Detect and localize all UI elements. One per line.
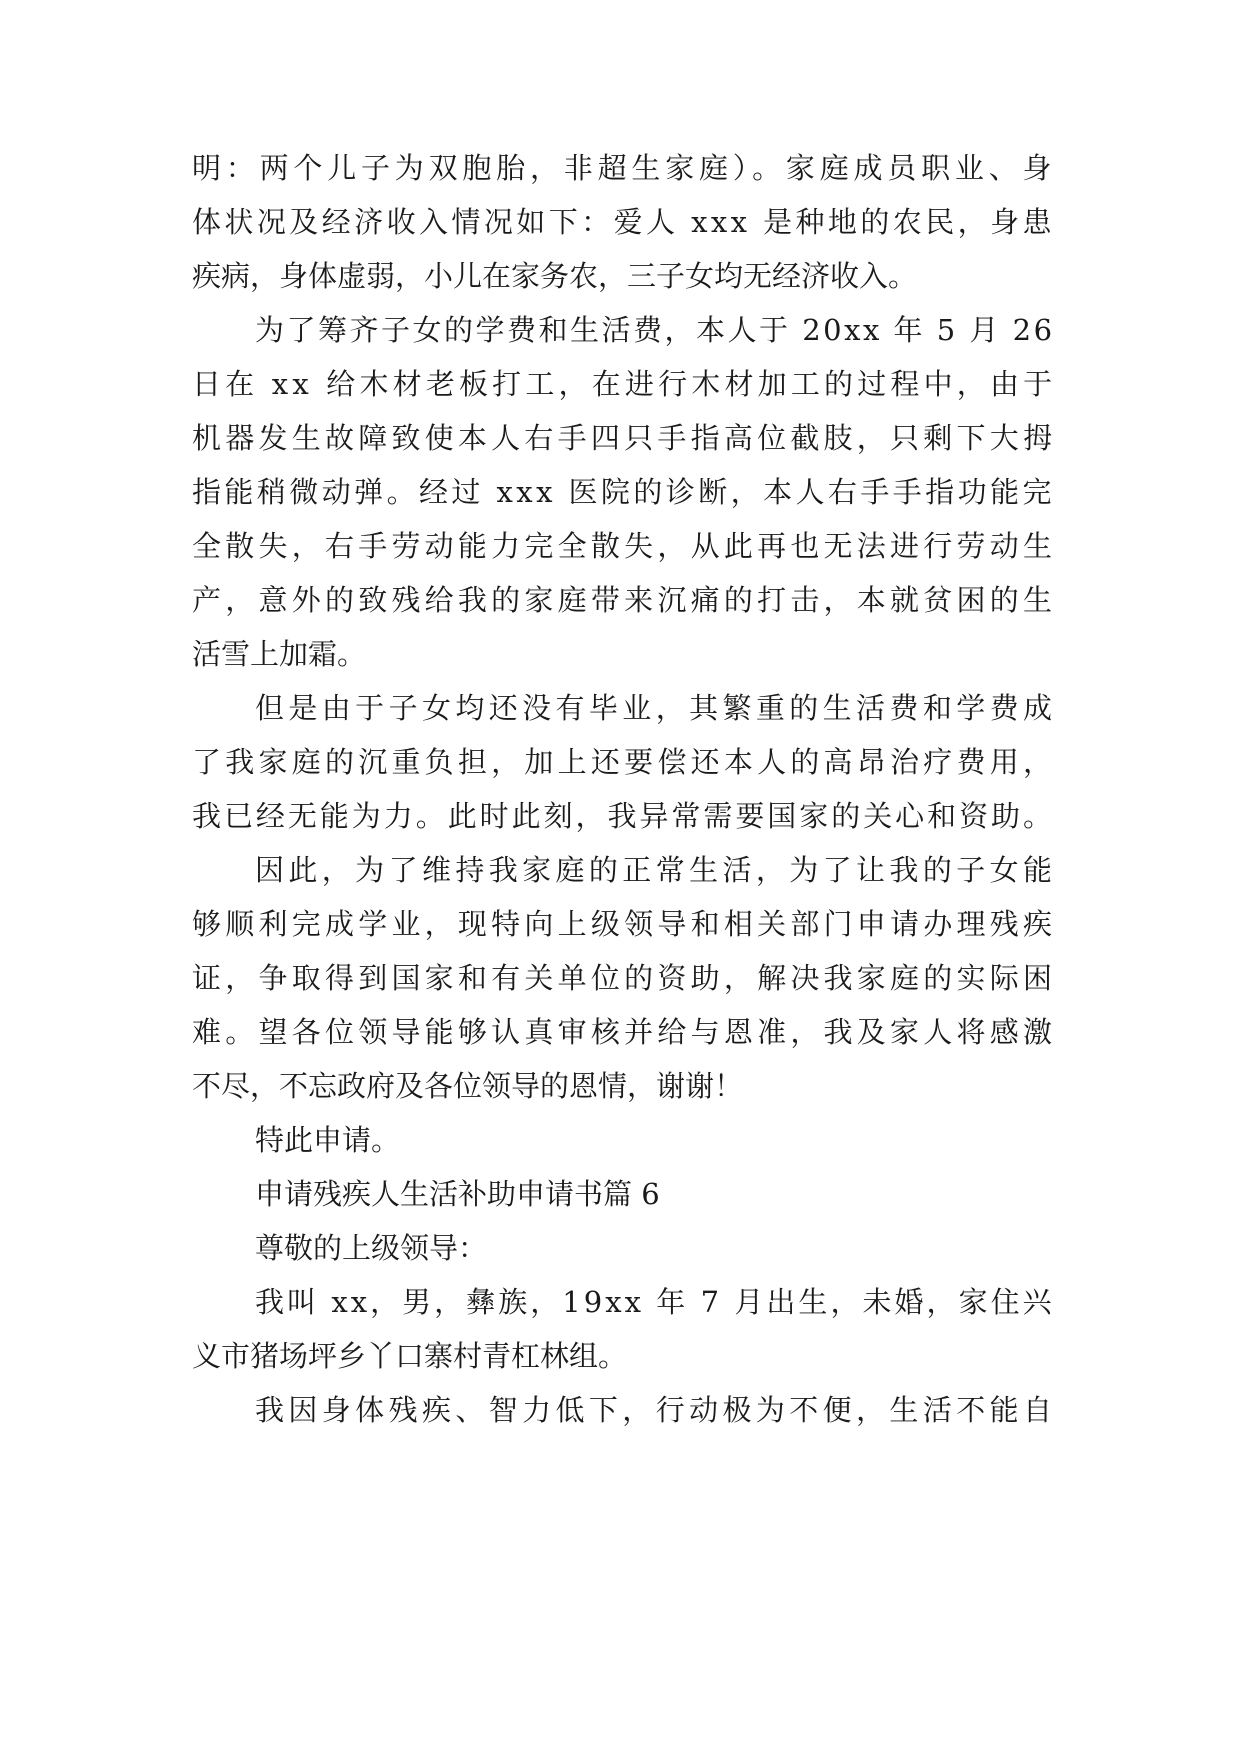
text-line	[192, 256, 1052, 296]
line-text: 疾病，身体虚弱，小儿在家务农，三子女均无经济收入。	[192, 259, 918, 293]
line-text: 体状况及经济收入情况如下：爱人 xxx 是种地的农民，身患	[192, 205, 1055, 239]
line-text: 全散失，右手劳动能力完全散失，从此再也无法进行劳动生	[192, 529, 1057, 563]
line-text: 明：两个儿子为双胞胎，非超生家庭）。家庭成员职业、身	[192, 151, 1057, 185]
line-text: 因此，为了维持我家庭的正常生活，为了让我的子女能	[255, 853, 1057, 887]
line-text: 活雪上加霜。	[192, 637, 367, 671]
text-line	[192, 1336, 1052, 1376]
line-text: 日在 xx 给木材老板打工，在进行木材加工的过程中，由于	[192, 367, 1057, 401]
text-line	[255, 310, 1055, 350]
text-line	[192, 472, 1055, 512]
text-line	[192, 202, 1055, 242]
text-line	[255, 850, 1057, 890]
line-text: 够顺利完成学业，现特向上级领导和相关部门申请办理残疾	[192, 907, 1057, 941]
line-text: 为了筹齐子女的学费和生活费，本人于 20xx 年 5 月 26	[255, 313, 1055, 347]
line-text: 了我家庭的沉重负担，加上还要偿还本人的高昂治疗费用，	[192, 745, 1057, 779]
section-heading	[255, 1174, 1052, 1214]
text-line	[192, 1066, 1052, 1106]
line-text: 尊敬的上级领导：	[255, 1231, 488, 1265]
text-line	[255, 688, 1057, 728]
text-line	[255, 1282, 1055, 1322]
salutation	[255, 1228, 1052, 1268]
line-text: 我叫 xx，男，彝族，19xx 年 7 月出生，未婚，家住兴	[255, 1285, 1055, 1319]
line-text: 我因身体残疾、智力低下，行动极为不便，生活不能自	[255, 1393, 1057, 1427]
text-line	[255, 1120, 1052, 1160]
line-text: 不尽，不忘政府及各位领导的恩情，谢谢！	[192, 1069, 744, 1103]
line-text: 难。望各位领导能够认真审核并给与恩准，我及家人将感激	[192, 1015, 1057, 1049]
line-text: 特此申请。	[255, 1123, 401, 1157]
line-text: 指能稍微动弹。经过 xxx 医院的诊断，本人右手手指功能完	[192, 475, 1055, 509]
text-line	[192, 796, 1055, 836]
text-line	[192, 958, 1057, 998]
line-text: 证，争取得到国家和有关单位的资助，解决我家庭的实际困	[192, 961, 1057, 995]
line-text: 产，意外的致残给我的家庭带来沉痛的打击，本就贫困的生	[192, 583, 1057, 617]
line-text: 但是由于子女均还没有毕业，其繁重的生活费和学费成	[255, 691, 1057, 725]
line-text: 申请残疾人生活补助申请书篇 6	[255, 1177, 660, 1211]
text-line	[192, 526, 1057, 566]
text-line	[192, 580, 1057, 620]
text-line	[192, 634, 1052, 674]
text-line	[192, 148, 1057, 188]
line-text: 我已经无能为力。此时此刻，我异常需要国家的关心和资助。	[192, 799, 1055, 833]
text-line	[192, 364, 1057, 404]
text-line	[192, 742, 1057, 782]
text-line	[255, 1390, 1057, 1430]
line-text: 义市猪场坪乡丫口寨村青杠林组。	[192, 1339, 628, 1373]
text-line	[192, 1012, 1057, 1052]
text-line	[192, 418, 1057, 458]
text-line	[192, 904, 1057, 944]
line-text: 机器发生故障致使本人右手四只手指高位截肢，只剩下大拇	[192, 421, 1057, 455]
